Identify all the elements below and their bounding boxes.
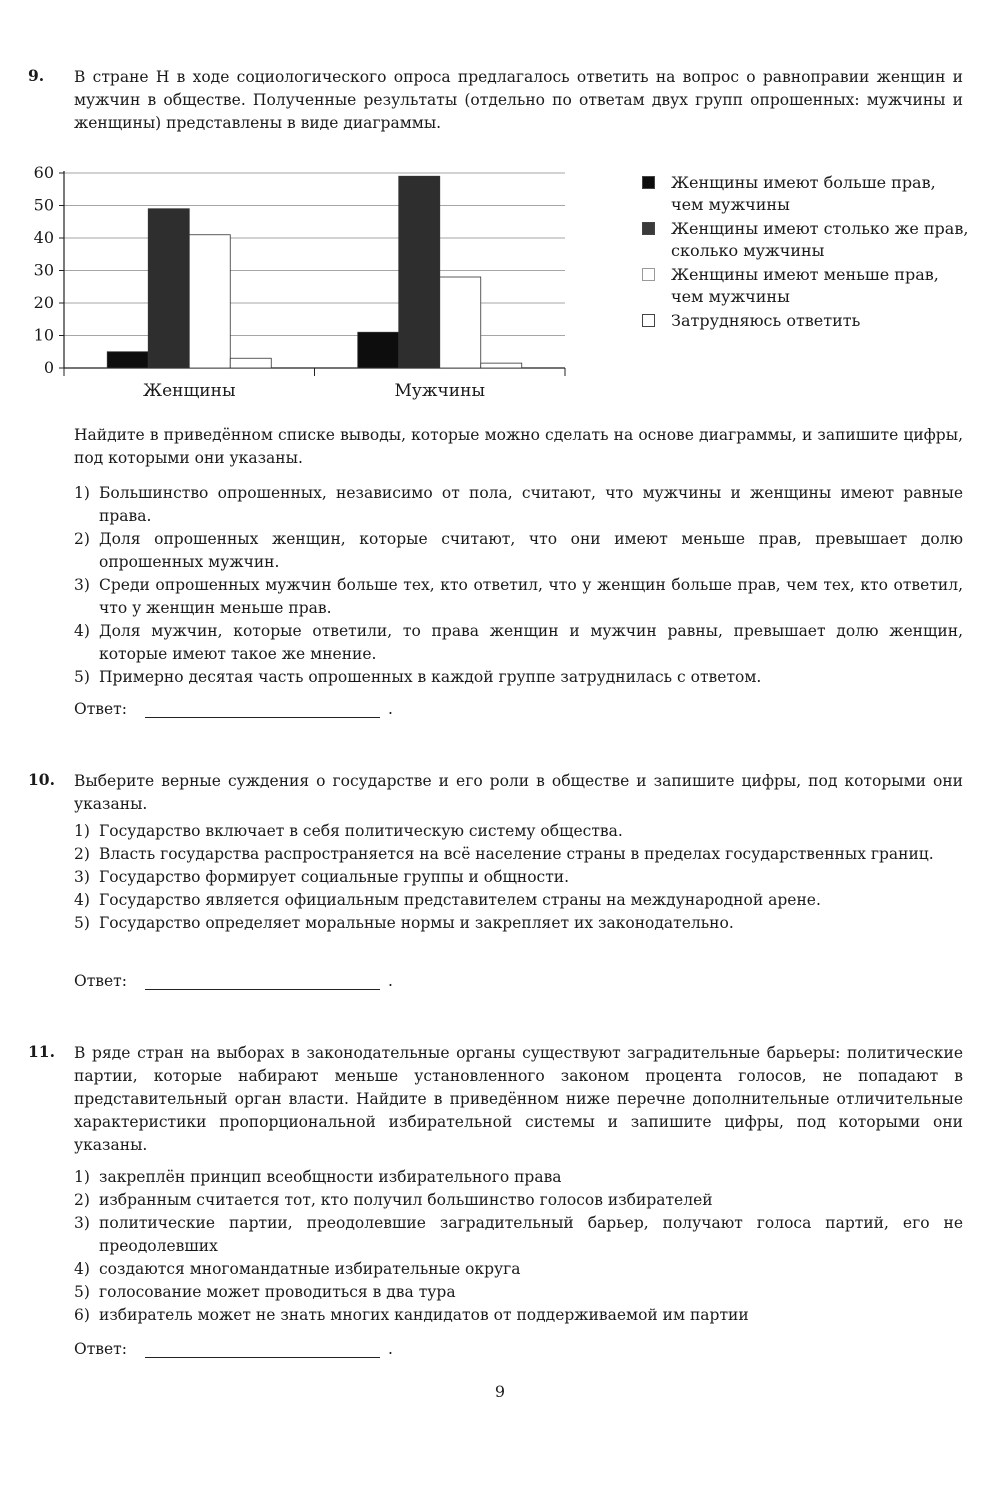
answer-label: Ответ:	[74, 1340, 127, 1358]
bar	[481, 363, 522, 368]
bar-chart	[20, 160, 590, 410]
question-stem: В стране Н в ходе социологического опроса предлагалось ответить на вопрос о равноправии женщин и мужчин в обществе. Полученные результаты (отдельно по ответам двух групп опрошенных: мужчины и женщины) представлены в виде диаграммы.	[74, 68, 963, 132]
option-item	[74, 1304, 963, 1327]
option-number: 2)	[74, 530, 90, 548]
y-tick-label: 30	[33, 260, 54, 280]
answer-row	[74, 972, 393, 990]
page-number: 9	[494, 1382, 506, 1401]
options-list	[74, 820, 963, 935]
answer-dot: .	[387, 1340, 393, 1358]
options-list	[74, 482, 963, 689]
y-tick-label: 50	[33, 195, 54, 215]
answer-label: Ответ:	[74, 700, 127, 718]
option-number: 3)	[74, 868, 90, 886]
legend-item	[640, 172, 970, 216]
option-text: голосование может проводиться в два тура	[99, 1283, 456, 1301]
option-text: Среди опрошенных мужчин больше тех, кто ответил, что у женщин больше прав, чем тех, кто ответил, что у женщин меньше прав.	[99, 576, 963, 617]
option-text: Примерно десятая часть опрошенных в каждой группе затруднилась с ответом.	[99, 668, 762, 686]
answer-field[interactable]	[145, 1341, 380, 1358]
x-category-label: Мужчины	[394, 381, 485, 401]
option-number: 3)	[74, 1214, 90, 1232]
option-item	[74, 889, 963, 912]
bar-chart-svg	[20, 160, 590, 410]
y-tick-label: 40	[33, 228, 54, 247]
question-stem: Выберите верные суждения о государстве и его роли в обществе и запишите цифры, под которыми они указаны.	[74, 772, 963, 813]
option-item	[74, 666, 963, 689]
bar	[107, 352, 148, 368]
option-number: 1)	[74, 484, 90, 502]
y-tick-label: 10	[33, 325, 54, 345]
bar	[230, 358, 271, 368]
option-item	[74, 912, 963, 935]
y-tick-label: 60	[33, 163, 54, 182]
question-number: 11.	[28, 1042, 55, 1061]
legend-swatch	[642, 314, 655, 327]
legend-swatch	[642, 176, 655, 189]
option-text: Доля опрошенных женщин, которые считают, что они имеют меньше прав, превышает долю опрошенных мужчин.	[99, 530, 963, 571]
answer-row	[74, 1340, 393, 1358]
legend-label: Женщины имеют больше прав, чем мужчины	[671, 173, 936, 214]
bar	[148, 209, 189, 368]
legend-swatch	[642, 268, 655, 281]
chart-legend	[640, 172, 970, 334]
question-number: 10.	[28, 770, 55, 789]
option-number: 4)	[74, 1260, 90, 1278]
option-text: Государство является официальным представителем страны на международной арене.	[99, 891, 821, 909]
option-number: 6)	[74, 1306, 90, 1324]
bar	[399, 176, 440, 368]
bar	[189, 235, 230, 368]
option-text: Государство формирует социальные группы и общности.	[99, 868, 570, 886]
x-category-label: Женщины	[143, 381, 236, 401]
option-text: избранным считается тот, кто получил большинство голосов избирателей	[99, 1191, 713, 1209]
legend-label: Затрудняюсь ответить	[671, 311, 861, 330]
option-item	[74, 843, 963, 866]
option-number: 5)	[74, 668, 90, 686]
answer-field[interactable]	[145, 973, 380, 990]
option-number: 5)	[74, 1283, 90, 1301]
answer-row	[74, 700, 393, 718]
question-stem: В ряде стран на выборах в законодательные органы существуют заградительные барьеры: политические партии, которые набирают меньше установленного законом процента голосов, не попадают в представительный орган власти. Найдите в приведённом ниже перечне дополнительные отличительные характеристики пропорциональной избирательной системы и запишите цифры, под которыми они указаны.	[74, 1044, 963, 1154]
option-item	[74, 1189, 963, 1212]
option-number: 4)	[74, 622, 90, 640]
option-item	[74, 574, 963, 620]
legend-item	[640, 310, 970, 332]
option-number: 2)	[74, 1191, 90, 1209]
option-text: создаются многомандатные избирательные округа	[99, 1260, 521, 1278]
option-number: 4)	[74, 891, 90, 909]
option-text: Большинство опрошенных, независимо от пола, считают, что мужчины и женщины имеют равные права.	[99, 484, 963, 525]
option-item	[74, 1258, 963, 1281]
option-item	[74, 620, 963, 666]
y-tick-label: 20	[33, 293, 54, 312]
legend-swatch	[642, 222, 655, 235]
option-text: закреплён принцип всеобщности избирательного права	[99, 1168, 562, 1186]
option-item	[74, 528, 963, 574]
answer-field[interactable]	[145, 701, 380, 718]
option-text: Доля мужчин, которые ответили, то права женщин и мужчин равны, превышает долю женщин, которые имеют такое же мнение.	[99, 622, 963, 663]
bar	[440, 277, 481, 368]
question-task: Найдите в приведённом списке выводы, которые можно сделать на основе диаграммы, и запишите цифры, под которыми они указаны.	[74, 426, 963, 467]
legend-item	[640, 264, 970, 308]
option-item	[74, 1212, 963, 1258]
option-number: 5)	[74, 914, 90, 932]
option-item	[74, 1281, 963, 1304]
legend-label: Женщины имеют столько же прав, сколько мужчины	[671, 219, 969, 260]
y-tick-label: 0	[43, 358, 54, 377]
bar	[358, 332, 399, 368]
option-text: политические партии, преодолевшие заградительный барьер, получают голоса партий, его не преодолевших	[99, 1214, 963, 1255]
option-number: 3)	[74, 576, 90, 594]
option-number: 2)	[74, 845, 90, 863]
answer-dot: .	[387, 700, 393, 718]
option-item	[74, 866, 963, 889]
answer-label: Ответ:	[74, 972, 127, 990]
option-item	[74, 1166, 963, 1189]
option-number: 1)	[74, 822, 90, 840]
option-item	[74, 820, 963, 843]
option-text: Государство определяет моральные нормы и закрепляет их законодательно.	[99, 914, 734, 932]
option-text: избиратель может не знать многих кандидатов от поддерживаемой им партии	[99, 1306, 749, 1324]
options-list	[74, 1166, 963, 1327]
option-item	[74, 482, 963, 528]
option-text: Государство включает в себя политическую систему общества.	[99, 822, 623, 840]
question-number: 9.	[28, 66, 45, 85]
option-number: 1)	[74, 1168, 90, 1186]
legend-item	[640, 218, 970, 262]
option-text: Власть государства распространяется на всё население страны в пределах государственных границ.	[99, 845, 934, 863]
answer-dot: .	[387, 972, 393, 990]
legend-label: Женщины имеют меньше прав, чем мужчины	[671, 265, 939, 306]
